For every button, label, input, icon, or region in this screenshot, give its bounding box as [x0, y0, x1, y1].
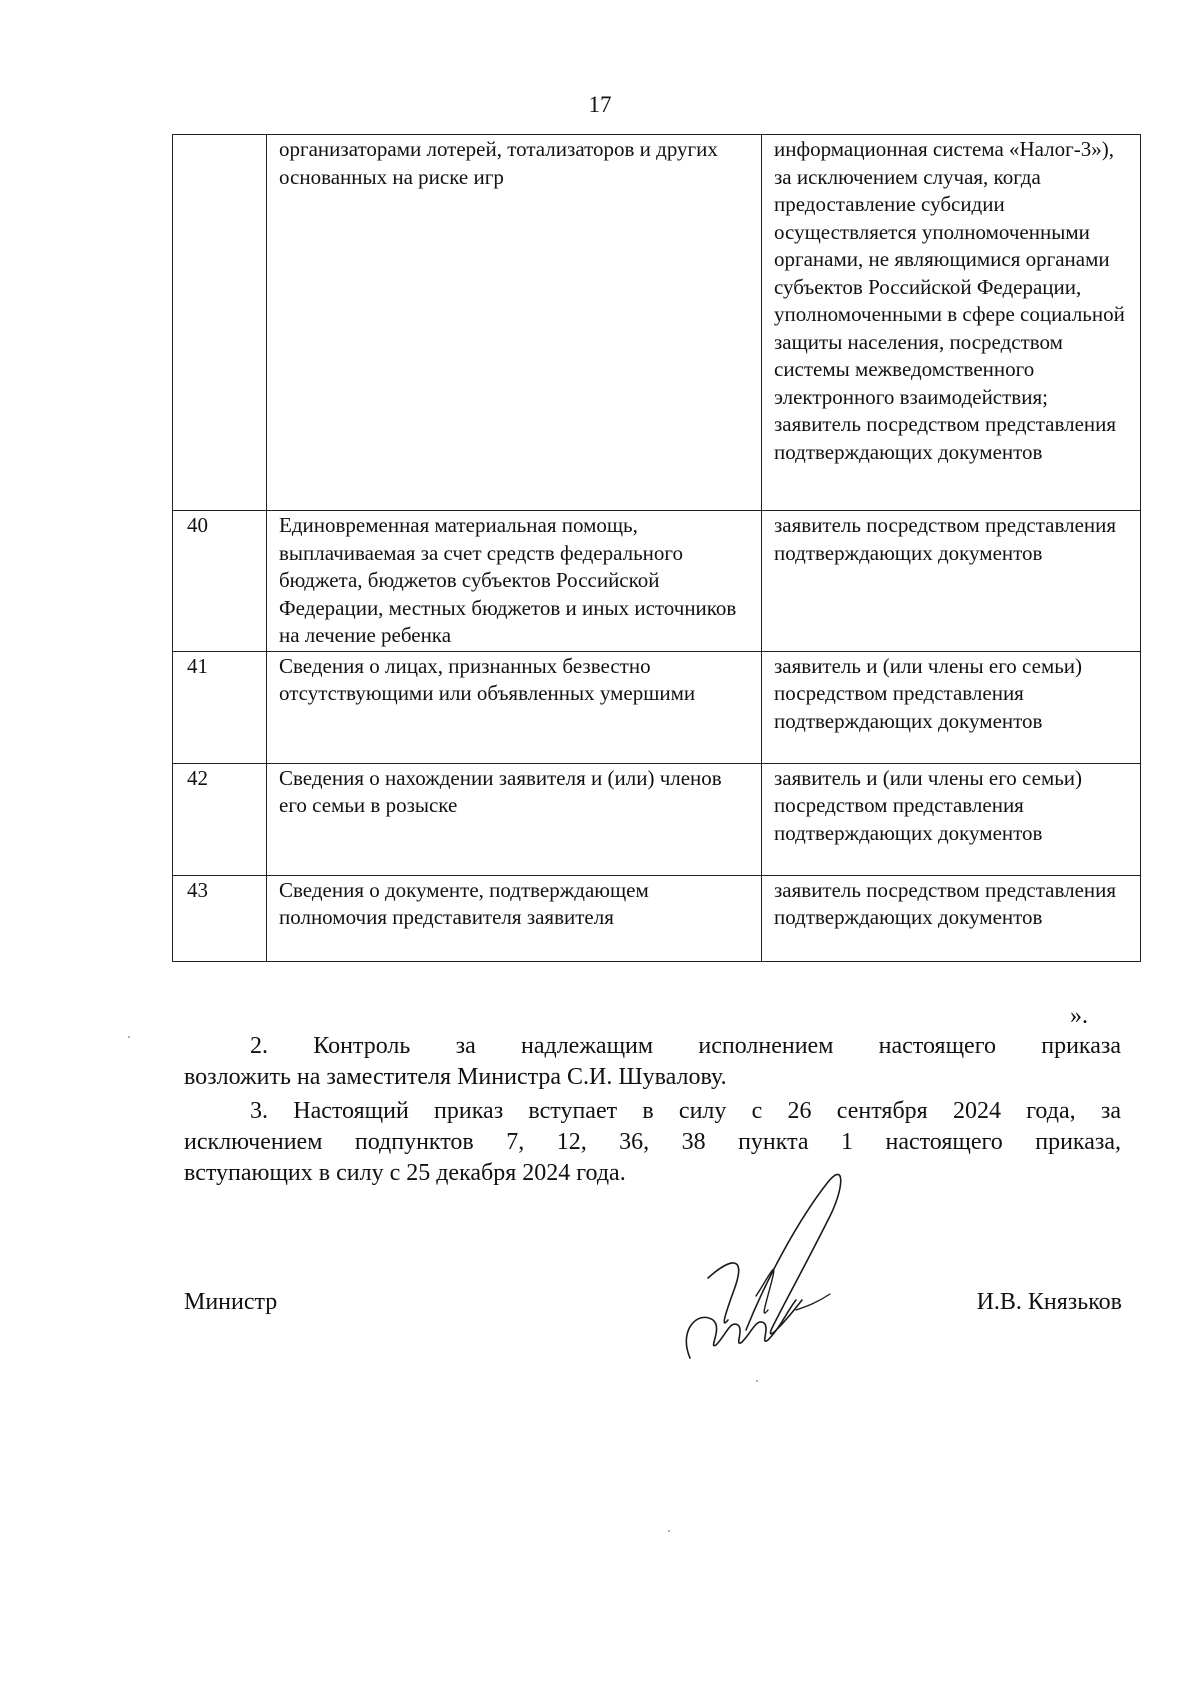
closing-quote: ». — [1070, 1003, 1088, 1029]
row-number: 41 — [173, 651, 267, 763]
row-number: 40 — [173, 511, 267, 652]
row-name: Единовременная материальная помощь, выплачиваемая за счет средств федерального бюджета, бюджетов субъектов Российской Федерации, местных бюджетов и иных источников на лечение ребенка — [267, 511, 762, 652]
row-source: заявитель посредством представления подтверждающих документов — [762, 875, 1141, 961]
row-number: 43 — [173, 875, 267, 961]
row-name: Сведения о документе, подтверждающем полномочия представителя заявителя — [267, 875, 762, 961]
row-source: информационная система «Налог-3»), за исключением случая, когда предоставление субсидии осуществляется уполномоченными органами, не являющимися органами субъектов Российской Федерации, уполномоченными в сфере социальной защиты населения, посредством системы межведомственного электронного взаимодействия; заявитель посредством представления подтверждающих документов — [762, 135, 1141, 511]
row-number: 42 — [173, 763, 267, 875]
row-number — [173, 135, 267, 511]
row-name: организаторами лотерей, тотализаторов и других основанных на риске игр — [267, 135, 762, 511]
data-sources-table — [172, 134, 1141, 962]
table-row — [173, 511, 1141, 652]
scan-speck — [756, 1380, 758, 1382]
table-row — [173, 135, 1141, 511]
row-source: заявитель и (или члены его семьи) посредством представления подтверждающих документов — [762, 651, 1141, 763]
paragraph-3 — [184, 1096, 1121, 1189]
table-row — [173, 875, 1141, 961]
paragraph-3-line-3: вступающих в силу с 25 декабря 2024 года. — [184, 1160, 626, 1186]
row-name: Сведения о лицах, признанных безвестно отсутствующими или объявленных умершими — [267, 651, 762, 763]
row-name: Сведения о нахождении заявителя и (или) членов его семьи в розыске — [267, 763, 762, 875]
row-source: заявитель посредством представления подтверждающих документов — [762, 511, 1141, 652]
scan-speck — [128, 1036, 130, 1038]
signer-title: Министр — [184, 1289, 278, 1315]
table-row — [173, 651, 1141, 763]
table-row — [173, 763, 1141, 875]
page-number: 17 — [588, 92, 612, 117]
paragraph-2-line-2: возложить на заместителя Министра С.И. Шувалову. — [184, 1064, 727, 1090]
paragraph-2-line-1: 2. Контроль за надлежащим исполнением настоящего приказа — [250, 1033, 1121, 1059]
signature-image — [668, 1160, 878, 1370]
signer-name: И.В. Князьков — [976, 1289, 1122, 1315]
paragraph-3-line-1: 3. Настоящий приказ вступает в силу с 26 сентября 2024 года, за — [250, 1098, 1121, 1124]
paragraph-2 — [184, 1031, 1121, 1093]
scan-speck — [668, 1530, 670, 1532]
row-source: заявитель и (или члены его семьи) посредством представления подтверждающих документов — [762, 763, 1141, 875]
paragraph-3-line-2: исключением подпунктов 7, 12, 36, 38 пункта 1 настоящего приказа, — [184, 1129, 1121, 1155]
